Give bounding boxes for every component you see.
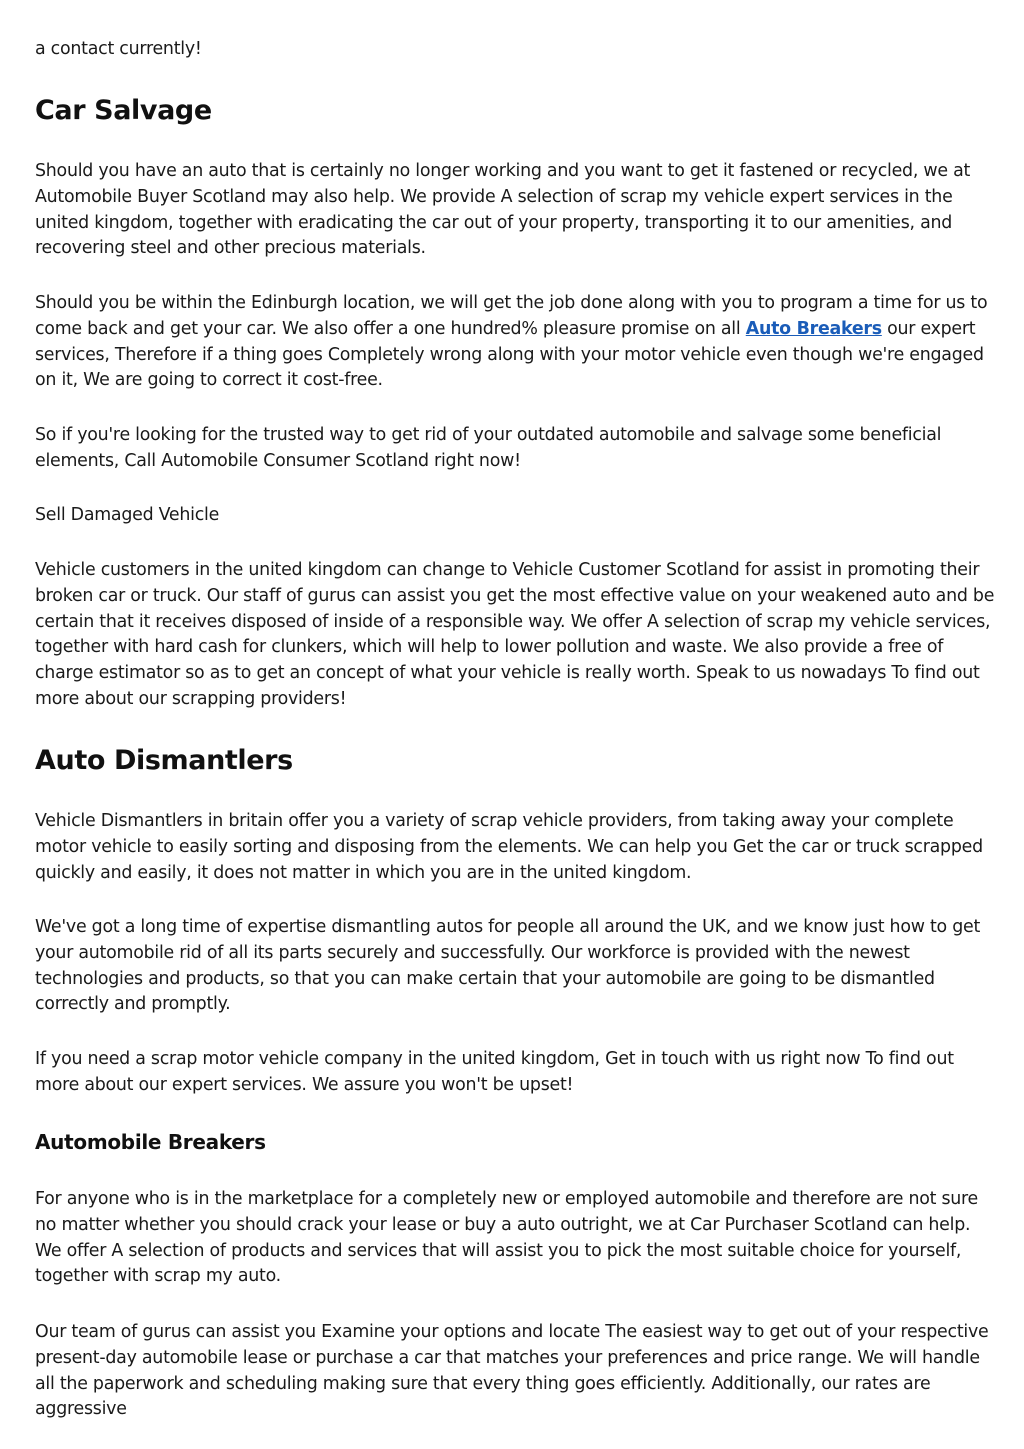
car-salvage-paragraph-3: So if you're looking for the trusted way to get rid of your outdated automobile and salvage some beneficial elements, Call Automobile Consumer Scotland right now! bbox=[35, 425, 942, 471]
auto-breakers-link[interactable]: Auto Breakers bbox=[745, 318, 882, 339]
heading-automobile-breakers: Automobile Breakers bbox=[35, 1130, 266, 1154]
heading-auto-dismantlers: Auto Dismantlers bbox=[35, 745, 293, 776]
heading-car-salvage: Car Salvage bbox=[35, 95, 212, 126]
sell-damaged-vehicle-line: Sell Damaged Vehicle bbox=[35, 505, 220, 525]
paragraph-text: our expert services, Therefore if a thing goes Completely wrong along with your motor vehicle even though we're engaged on it, We are going to correct it cost-free. bbox=[35, 318, 984, 391]
automobile-breakers-paragraph-2: Our team of gurus can assist you Examine your options and locate The easiest way to get out of your respective present-day automobile lease or purchase a car that matches your preferences and price range. We will handle all the paperwork and scheduling making sure that every thing goes efficiently. Additionally, our rates are aggressive bbox=[35, 1322, 989, 1420]
paragraph-text: Should you be within the Edinburgh location, we will get the job done along with you to program a time for us to come back and get your car. We also offer a one hundred% pleasure promise on all bbox=[35, 293, 988, 339]
auto-dismantlers-paragraph-2: We've got a long time of expertise dismantling autos for people all around the UK, and we know just how to get your automobile rid of all its parts securely and successfully. Our workforce is provided with the newest technologies and products, so that you can make certain that your automobile are going to be dismantled correctly and promptly. bbox=[35, 917, 981, 1015]
intro-fragment: a contact currently! bbox=[35, 39, 202, 59]
car-salvage-paragraph-5: Vehicle customers in the united kingdom can change to Vehicle Customer Scotland for assist in promoting their broken car or truck. Our staff of gurus can assist you get the most effective value on your weakened auto and be certain that it receives disposed of inside of a responsible way. We offer A selection of scrap my vehicle services, together with hard cash for clunkers, which will help to lower pollution and waste. We also provide a free of charge estimator so as to get an concept of what your vehicle is really worth. Speak to us nowadays To find out more about our scrapping providers! bbox=[35, 560, 995, 709]
automobile-breakers-paragraph-1: For anyone who is in the marketplace for a completely new or employed automobile and therefore are not sure no matter whether you should crack your lease or buy a auto outright, we at Car Purchaser Scotland can help. We offer A selection of products and services that will assist you to pick the most suitable choice for yourself, together with scrap my auto. bbox=[35, 1189, 978, 1287]
auto-dismantlers-paragraph-1: Vehicle Dismantlers in britain offer you a variety of scrap vehicle providers, from taking away your complete motor vehicle to easily sorting and disposing from the elements. We can help you Get the car or truck scrapped quickly and easily, it does not matter in which you are in the united kingdom. bbox=[35, 811, 983, 883]
car-salvage-paragraph-2 bbox=[35, 291, 995, 394]
auto-dismantlers-paragraph-3: If you need a scrap motor vehicle company in the united kingdom, Get in touch with us right now To find out more about our expert services. We assure you won't be upset! bbox=[35, 1049, 954, 1095]
car-salvage-paragraph-1: Should you have an auto that is certainly no longer working and you want to get it fastened or recycled, we at Automobile Buyer Scotland may also help. We provide A selection of scrap my vehicle expert services in the united kingdom, together with eradicating the car out of your property, transporting it to our amenities, and recovering steel and other precious materials. bbox=[35, 161, 971, 259]
